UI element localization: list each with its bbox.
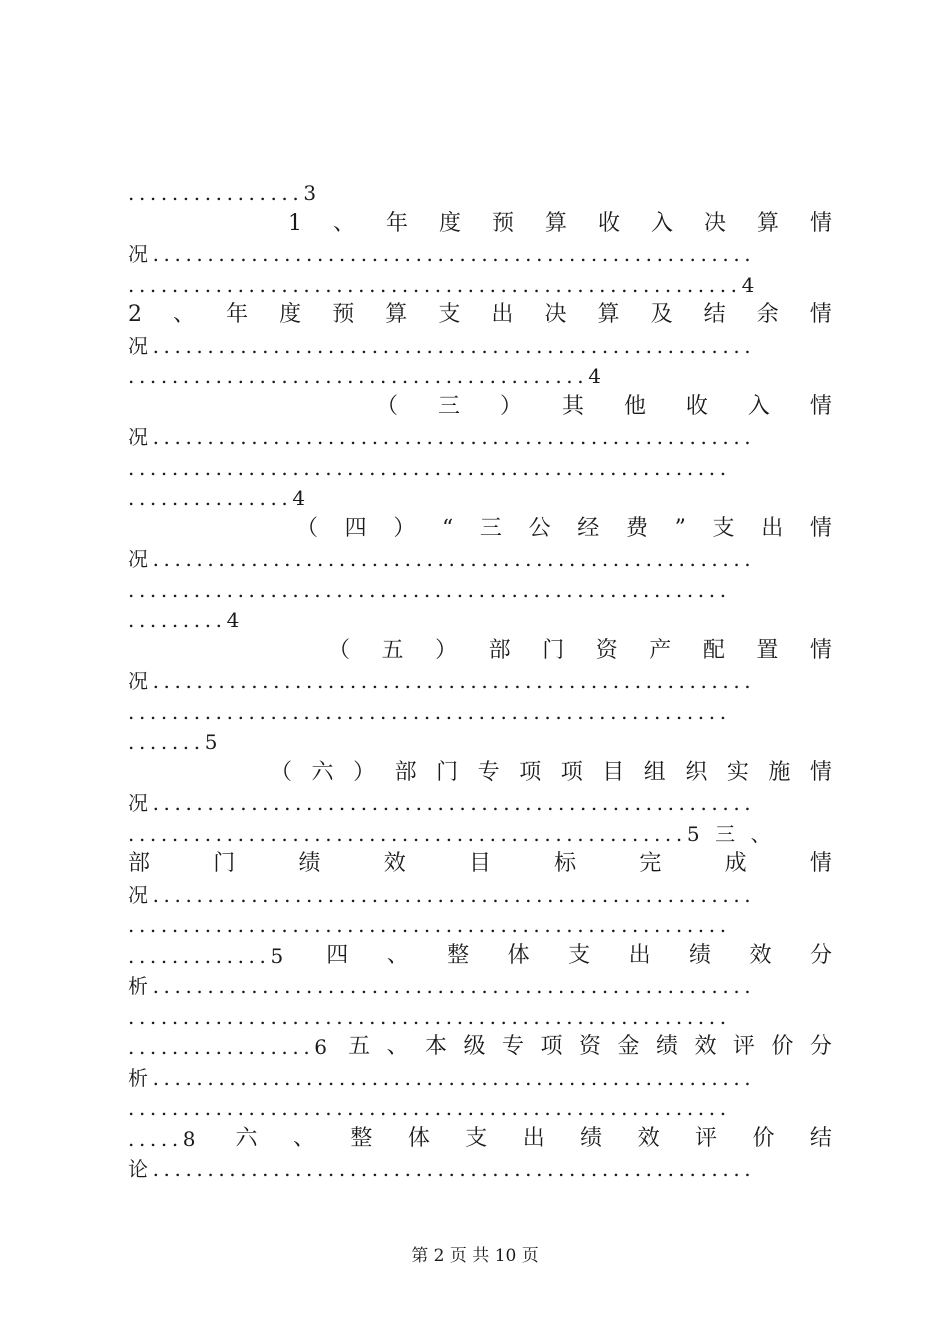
toc-line bbox=[128, 1124, 832, 1155]
toc-heading-glyph: 整 bbox=[350, 1125, 373, 1151]
toc-line bbox=[128, 209, 832, 240]
toc-heading-glyph: 体 bbox=[507, 942, 530, 968]
toc-heading-glyph: 决 bbox=[544, 302, 567, 327]
toc-entry-heading bbox=[328, 636, 832, 667]
toc-line bbox=[128, 880, 832, 911]
toc-line bbox=[128, 392, 832, 423]
table-of-contents bbox=[128, 178, 832, 1185]
toc-dots: ................3 bbox=[128, 181, 321, 205]
toc-heading-glyph: 效 bbox=[637, 1125, 660, 1151]
toc-dots: ....................................................... bbox=[128, 1096, 731, 1120]
toc-heading-glyph: 部 bbox=[128, 851, 151, 876]
toc-line bbox=[128, 636, 832, 667]
toc-line bbox=[128, 361, 832, 392]
toc-line bbox=[128, 788, 832, 819]
toc-heading-glyph: 资 bbox=[578, 1034, 601, 1059]
toc-heading-glyph: 目 bbox=[602, 759, 625, 785]
toc-entry-heading bbox=[128, 1124, 832, 1155]
toc-heading-glyph: 完 bbox=[639, 851, 662, 876]
toc-dots: ...................................................5 三 、 bbox=[128, 821, 776, 846]
toc-heading-glyph: 体 bbox=[407, 1125, 430, 1151]
page-footer bbox=[0, 1241, 950, 1266]
toc-dots: ....................................................... bbox=[128, 455, 731, 480]
toc-heading-glyph: .................6 bbox=[128, 1035, 332, 1059]
toc-heading-glyph: 、 bbox=[386, 1034, 409, 1059]
toc-heading-glyph: 专 bbox=[477, 759, 500, 785]
toc-heading-glyph: ） bbox=[435, 637, 458, 663]
toc-heading-glyph: 支 bbox=[465, 1125, 488, 1151]
toc-dots: 况....................................................... bbox=[128, 333, 756, 358]
toc-heading-glyph: 算 bbox=[544, 210, 567, 236]
toc-heading-glyph: 收 bbox=[597, 210, 620, 236]
toc-line bbox=[128, 971, 832, 1002]
toc-heading-glyph: 绩 bbox=[689, 942, 712, 968]
toc-heading-glyph: 、 bbox=[332, 210, 355, 236]
toc-heading-glyph: 六 bbox=[311, 759, 334, 785]
toc-heading-glyph: 分 bbox=[809, 942, 832, 968]
toc-heading-glyph: 情 bbox=[809, 393, 832, 419]
toc-heading-glyph: 他 bbox=[623, 393, 646, 419]
toc-heading-glyph: .............5 bbox=[128, 943, 288, 968]
toc-heading-glyph: 金 bbox=[617, 1034, 640, 1059]
toc-heading-glyph: 支 bbox=[712, 515, 735, 541]
toc-heading-glyph: 三 bbox=[479, 515, 502, 541]
toc-line bbox=[128, 331, 832, 362]
toc-heading-glyph: （ bbox=[270, 759, 293, 785]
toc-heading-glyph: 绩 bbox=[298, 851, 321, 876]
toc-heading-glyph: 绩 bbox=[655, 1034, 678, 1059]
toc-heading-glyph: 目 bbox=[468, 851, 491, 876]
toc-heading-glyph: 算 bbox=[385, 302, 408, 327]
toc-heading-glyph: 评 bbox=[732, 1034, 755, 1059]
toc-line bbox=[128, 544, 832, 575]
toc-heading-glyph: 预 bbox=[491, 210, 514, 236]
toc-heading-glyph: （ bbox=[296, 515, 319, 541]
toc-dots: ...............4 bbox=[128, 486, 310, 510]
toc-heading-glyph: 年 bbox=[385, 210, 408, 236]
toc-heading-glyph: 决 bbox=[703, 210, 726, 236]
toc-line bbox=[128, 727, 832, 758]
toc-heading-glyph: 施 bbox=[768, 759, 791, 785]
toc-line bbox=[128, 453, 832, 484]
toc-line bbox=[128, 697, 832, 728]
toc-line bbox=[128, 270, 832, 301]
toc-dots: .........4 bbox=[128, 608, 244, 632]
toc-heading-glyph: 情 bbox=[809, 759, 832, 785]
toc-heading-glyph: （ bbox=[328, 637, 351, 663]
toc-heading-glyph: “ bbox=[442, 515, 454, 541]
toc-heading-glyph: 收 bbox=[685, 393, 708, 419]
toc-heading-glyph: 算 bbox=[597, 302, 620, 327]
toc-heading-glyph: 、 bbox=[292, 1125, 315, 1151]
toc-dots: 论....................................................... bbox=[128, 1157, 756, 1181]
toc-dots: 析....................................................... bbox=[128, 1065, 756, 1090]
toc-heading-glyph: 、 bbox=[386, 942, 409, 968]
toc-heading-glyph: 出 bbox=[761, 515, 784, 541]
toc-heading-glyph: 度 bbox=[438, 210, 461, 236]
toc-line bbox=[128, 849, 832, 880]
toc-line bbox=[128, 300, 832, 331]
toc-heading-glyph: 实 bbox=[726, 759, 749, 785]
toc-heading-glyph: 价 bbox=[752, 1125, 775, 1151]
toc-heading-glyph: ） bbox=[353, 759, 376, 785]
toc-heading-glyph: 效 bbox=[383, 851, 406, 876]
toc-dots: ....................................................... bbox=[128, 913, 731, 937]
toc-heading-glyph: ） bbox=[499, 393, 522, 419]
toc-dots: 况....................................................... bbox=[128, 242, 756, 266]
toc-heading-glyph: 出 bbox=[491, 302, 514, 327]
toc-heading-glyph: 、 bbox=[173, 302, 196, 327]
toc-entry-heading bbox=[128, 300, 832, 331]
toc-heading-glyph: 绩 bbox=[580, 1125, 603, 1151]
toc-entry-heading bbox=[376, 392, 832, 423]
toc-line bbox=[128, 239, 832, 270]
toc-entry-heading bbox=[270, 758, 832, 789]
toc-heading-glyph: 门 bbox=[213, 851, 236, 876]
toc-line bbox=[128, 1093, 832, 1124]
toc-heading-glyph: 支 bbox=[438, 302, 461, 327]
toc-heading-glyph: 年 bbox=[226, 302, 249, 327]
toc-heading-glyph: ） bbox=[393, 515, 416, 541]
toc-heading-glyph: .....8 bbox=[128, 1126, 201, 1151]
toc-dots: ....................................................... bbox=[128, 577, 731, 602]
toc-entry-heading bbox=[296, 514, 832, 545]
toc-heading-glyph: 余 bbox=[756, 302, 779, 327]
toc-entry-heading bbox=[128, 849, 832, 880]
toc-line bbox=[128, 666, 832, 697]
toc-dots: ....................................................... bbox=[128, 1004, 731, 1029]
toc-line bbox=[128, 514, 832, 545]
toc-line bbox=[128, 483, 832, 514]
toc-heading-glyph: 度 bbox=[279, 302, 302, 327]
toc-heading-glyph: 价 bbox=[771, 1034, 794, 1059]
toc-line bbox=[128, 1032, 832, 1063]
toc-heading-glyph: 分 bbox=[809, 1034, 832, 1059]
toc-heading-glyph: 经 bbox=[577, 515, 600, 541]
toc-heading-glyph: 专 bbox=[502, 1034, 525, 1059]
toc-heading-glyph: 出 bbox=[522, 1125, 545, 1151]
toc-heading-glyph: 本 bbox=[425, 1034, 448, 1059]
toc-heading-glyph: 公 bbox=[528, 515, 551, 541]
toc-heading-glyph: 及 bbox=[650, 302, 673, 327]
toc-entry-heading bbox=[128, 941, 832, 972]
toc-line bbox=[128, 1002, 832, 1033]
toc-dots: 况....................................................... bbox=[128, 669, 756, 693]
toc-line bbox=[128, 605, 832, 636]
toc-dots: 况....................................................... bbox=[128, 547, 756, 571]
toc-heading-glyph: 项 bbox=[560, 759, 583, 785]
toc-dots: 析....................................................... bbox=[128, 974, 756, 998]
toc-heading-glyph: 情 bbox=[809, 851, 832, 876]
toc-heading-glyph: 织 bbox=[685, 759, 708, 785]
toc-dots: ....................................................... bbox=[128, 699, 731, 724]
toc-heading-glyph: 配 bbox=[702, 637, 725, 663]
toc-heading-glyph: 门 bbox=[542, 637, 565, 663]
toc-heading-glyph: 结 bbox=[809, 1125, 832, 1151]
toc-dots: ........................................................4 bbox=[128, 272, 759, 297]
toc-dots: .......5 bbox=[128, 730, 223, 754]
toc-dots: 况....................................................... bbox=[128, 882, 756, 907]
toc-heading-glyph: 项 bbox=[519, 759, 542, 785]
toc-heading-glyph: 效 bbox=[749, 942, 772, 968]
toc-heading-glyph: 成 bbox=[724, 851, 747, 876]
toc-heading-glyph: 情 bbox=[809, 210, 832, 236]
toc-heading-glyph: 算 bbox=[756, 210, 779, 236]
toc-heading-glyph: 费 bbox=[625, 515, 648, 541]
toc-heading-glyph: 入 bbox=[747, 393, 770, 419]
page-number-label: 第 2 页 共 10 页 bbox=[411, 1246, 539, 1266]
toc-heading-glyph: ” bbox=[674, 515, 686, 541]
toc-dots: ..........................................4 bbox=[128, 364, 606, 388]
toc-entry-heading bbox=[288, 209, 832, 240]
toc-heading-glyph: 门 bbox=[436, 759, 459, 785]
toc-line bbox=[128, 910, 832, 941]
toc-heading-glyph: 预 bbox=[332, 302, 355, 327]
toc-heading-glyph: 资 bbox=[595, 637, 618, 663]
toc-heading-glyph: 情 bbox=[809, 637, 832, 663]
toc-heading-glyph: 部 bbox=[394, 759, 417, 785]
toc-entry-heading bbox=[128, 1032, 832, 1063]
toc-line bbox=[128, 1063, 832, 1094]
toc-heading-glyph: 三 bbox=[437, 393, 460, 419]
toc-heading-glyph: 五 bbox=[381, 637, 404, 663]
toc-heading-glyph: 整 bbox=[447, 942, 470, 968]
toc-heading-glyph: （ bbox=[376, 393, 399, 419]
toc-heading-glyph: 入 bbox=[650, 210, 673, 236]
toc-heading-glyph: 四 bbox=[326, 942, 349, 968]
toc-heading-glyph: 四 bbox=[344, 515, 367, 541]
toc-heading-glyph: 评 bbox=[695, 1125, 718, 1151]
toc-heading-glyph: 组 bbox=[643, 759, 666, 785]
toc-dots: 况....................................................... bbox=[128, 791, 756, 815]
toc-line bbox=[128, 1154, 832, 1185]
toc-heading-glyph: 效 bbox=[694, 1034, 717, 1059]
toc-heading-glyph: 级 bbox=[463, 1034, 486, 1059]
toc-line bbox=[128, 422, 832, 453]
toc-heading-glyph: 项 bbox=[540, 1034, 563, 1059]
toc-line bbox=[128, 941, 832, 972]
toc-line bbox=[128, 819, 832, 850]
toc-line bbox=[128, 575, 832, 606]
toc-heading-glyph: 情 bbox=[809, 302, 832, 327]
toc-heading-glyph: 情 bbox=[809, 515, 832, 541]
toc-dots: 况....................................................... bbox=[128, 425, 756, 449]
toc-heading-glyph: 2 bbox=[128, 302, 142, 327]
toc-heading-glyph: 标 bbox=[554, 851, 577, 876]
toc-heading-glyph: 其 bbox=[561, 393, 584, 419]
toc-heading-glyph: 产 bbox=[649, 637, 672, 663]
toc-line bbox=[128, 758, 832, 789]
toc-heading-glyph: 结 bbox=[703, 302, 726, 327]
toc-heading-glyph: 置 bbox=[756, 637, 779, 663]
toc-heading-glyph: 六 bbox=[235, 1125, 258, 1151]
toc-heading-glyph: 1 bbox=[288, 210, 302, 236]
toc-heading-glyph: 五 bbox=[348, 1034, 371, 1059]
toc-line bbox=[128, 178, 832, 209]
toc-heading-glyph: 出 bbox=[628, 942, 651, 968]
toc-heading-glyph: 支 bbox=[568, 942, 591, 968]
toc-heading-glyph: 部 bbox=[488, 637, 511, 663]
